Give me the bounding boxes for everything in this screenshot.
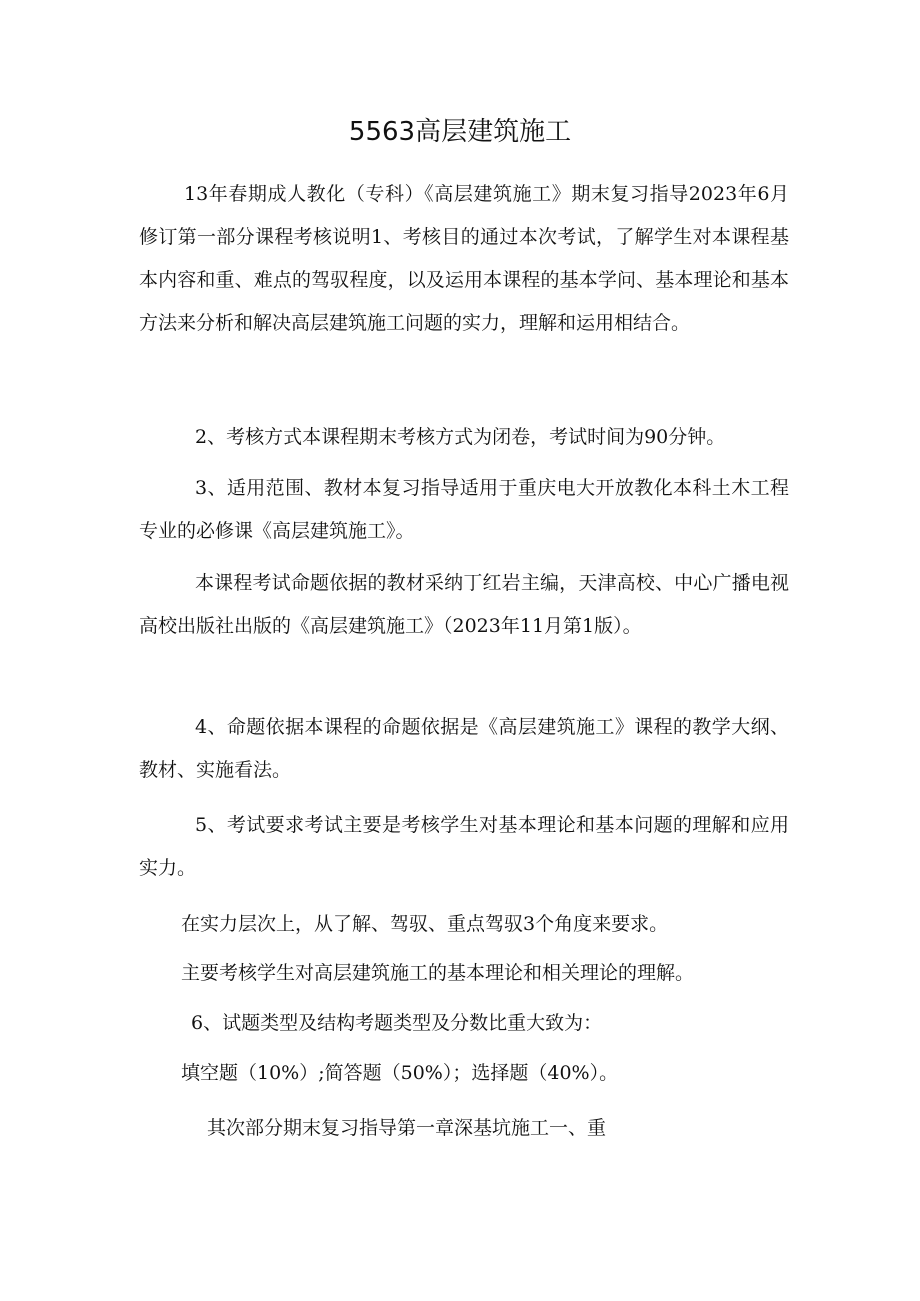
document-title: 5563高层建筑施工 xyxy=(348,117,572,147)
paragraph-ability-levels: 在实力层次上，从了解、驾驭、重点驾驭3个角度来要求。 xyxy=(181,913,669,935)
paragraph-question-types: 6、试题类型及结构考题类型及分数比重大致为： xyxy=(191,1012,603,1034)
paragraph-scope-textbook: 3、适用范围、教材本复习指导适用于重庆电大开放教化本科土木工程专业的必修课《高层建筑施工》。 xyxy=(139,477,789,542)
paragraph-main-assessment: 主要考核学生对高层建筑施工的基本理论和相关理论的理解。 xyxy=(181,962,695,984)
paragraph-exam-requirements: 5、考试要求考试主要是考核学生对基本理论和基本问题的理解和应用实力。 xyxy=(139,814,789,879)
paragraph-part-two-heading: 其次部分期末复习指导第一章深基坑施工一、重 xyxy=(207,1117,607,1139)
paragraph-assessment-method: 2、考核方式本课程期末考核方式为闭卷，考试时间为90分钟。 xyxy=(195,426,726,448)
paragraph-textbook-source: 本课程考试命题依据的教材采纳丁红岩主编，天津高校、中心广播电视高校出版社出版的《高层建筑施工》（2023年11月第1版）。 xyxy=(139,572,789,637)
paragraph-score-weights: 填空题（10%）;简答题（50%）；选择题（40%）。 xyxy=(181,1062,619,1084)
paragraph-proposition-basis: 4、命题依据本课程的命题依据是《高层建筑施工》课程的教学大纲、教材、实施看法。 xyxy=(139,716,789,781)
paragraph-course-assessment: 13年春期成人教化（专科）《高层建筑施工》期末复习指导2023年6月修订第一部分课程考核说明1、考核目的通过本次考试，了解学生对本课程基本内容和重、难点的驾驭程度，以及运用本课程的基本学问、基本理论和基本方法来分析和解决高层建筑施工问题的实力，理解和运用相结合。 xyxy=(139,183,789,334)
